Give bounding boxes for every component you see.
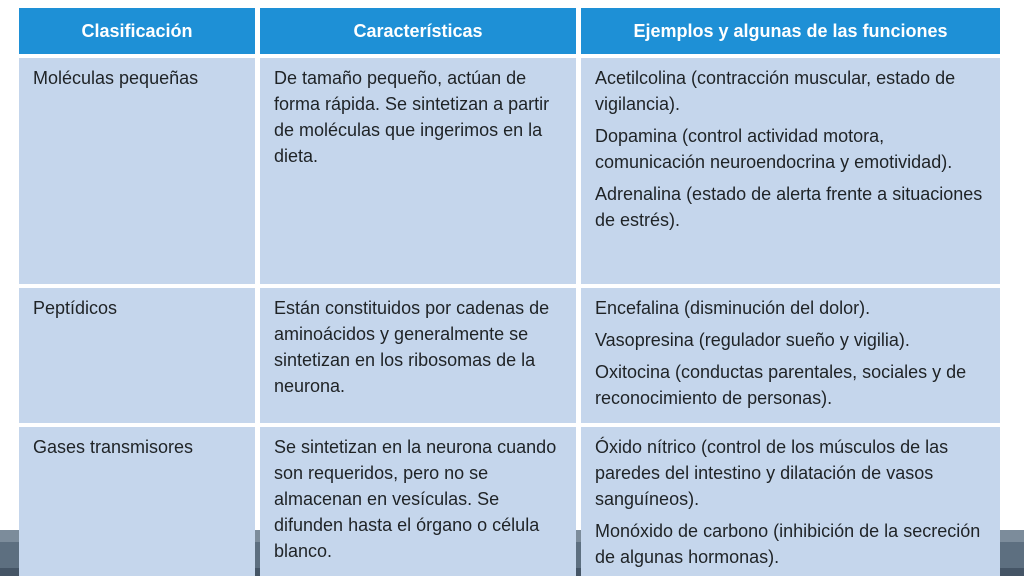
header-ejemplos: Ejemplos y algunas de las funciones	[581, 8, 1000, 54]
table-header-row	[19, 8, 1000, 54]
cell-clasificacion: Gases transmisores	[19, 427, 255, 576]
cell-clasificacion: Peptídicos	[19, 288, 255, 423]
example-item: Dopamina (control actividad motora, comunicación neuroendocrina y emotividad).	[595, 126, 953, 172]
cell-clasificacion: Moléculas pequeñas	[19, 58, 255, 284]
table-row	[19, 288, 1000, 423]
cell-ejemplos	[581, 288, 1000, 423]
example-item: Encefalina (disminución del dolor).	[595, 298, 871, 318]
example-item: Vasopresina (regulador sueño y vigilia).	[595, 330, 910, 350]
table-row	[19, 427, 1000, 576]
example-item: Oxitocina (conductas parentales, sociales y de reconocimiento de personas).	[595, 362, 967, 408]
cell-caracteristicas: Están constituidos por cadenas de aminoácidos y generalmente se sintetizan en los ribosomas de la neurona.	[260, 288, 576, 423]
cell-caracteristicas: De tamaño pequeño, actúan de forma rápida. Se sintetizan a partir de moléculas que ingerimos en la dieta.	[260, 58, 576, 284]
header-clasificacion: Clasificación	[19, 8, 255, 54]
example-item: Óxido nítrico (control de los músculos de las paredes del intestino y dilatación de vasos sanguíneos).	[595, 437, 949, 509]
example-item: Acetilcolina (contracción muscular, estado de vigilancia).	[595, 68, 956, 114]
header-caracteristicas: Características	[260, 8, 576, 54]
cell-ejemplos	[581, 58, 1000, 284]
neurotransmitter-table	[14, 4, 1005, 576]
example-item: Adrenalina (estado de alerta frente a situaciones de estrés).	[595, 184, 983, 230]
table-row	[19, 58, 1000, 284]
cell-ejemplos	[581, 427, 1000, 576]
example-item: Monóxido de carbono (inhibición de la secreción de algunas hormonas).	[595, 521, 981, 567]
cell-caracteristicas: Se sintetizan en la neurona cuando son requeridos, pero no se almacenan en vesículas. Se difunden hasta el órgano o célula blanco.	[260, 427, 576, 576]
